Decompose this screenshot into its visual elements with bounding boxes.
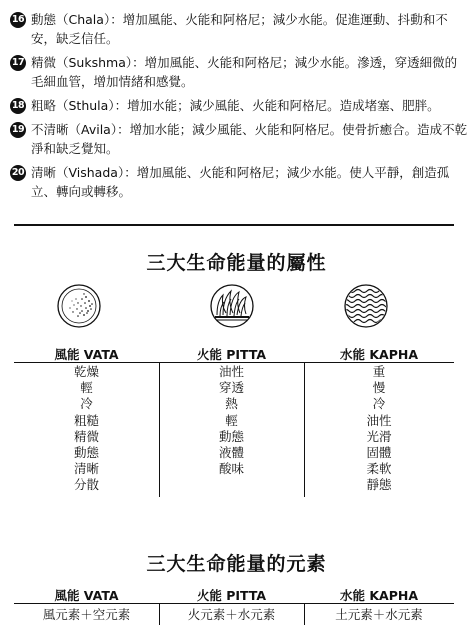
quality-item: 慢 xyxy=(372,380,386,396)
quality-item: 粗糙 xyxy=(73,412,99,428)
pitta-element-header: 火能 PITTA xyxy=(196,588,267,603)
section-divider xyxy=(14,224,454,226)
quality-item: 油性 xyxy=(218,364,244,379)
attributes-title: 三大生命能量的屬性 xyxy=(146,252,327,274)
pitta-flame-icon xyxy=(209,283,255,329)
list-item-20 xyxy=(10,163,468,201)
quality-item: 輕 xyxy=(225,412,238,428)
quality-item: 冷 xyxy=(372,396,386,412)
vata-element-header: 風能 VATA xyxy=(54,588,119,603)
quality-item: 液體 xyxy=(218,445,244,461)
pitta-qualities xyxy=(159,364,304,477)
quality-item: 分散 xyxy=(73,477,99,493)
number-badge: 19 xyxy=(10,122,26,138)
number-badge: 18 xyxy=(10,98,26,114)
vata-header: 風能 VATA xyxy=(54,347,119,362)
elements-title: 三大生命能量的元素 xyxy=(146,553,327,575)
list-item-16 xyxy=(10,10,468,48)
kapha-element-header: 水能 KAPHA xyxy=(339,588,418,603)
quality-item: 精微 xyxy=(73,428,99,444)
vata-dots-icon xyxy=(56,283,102,329)
vata-qualities xyxy=(14,364,159,494)
quality-item: 乾燥 xyxy=(73,364,99,379)
quality-item: 輕 xyxy=(80,380,93,396)
vata-element-value: 風元素＋空元素 xyxy=(42,607,131,622)
item-text: 精微（Sukshma）：增加風能、火能和阿格尼；減少水能。滲透，穿透細微的毛細血管，增加情緒和感覺。 xyxy=(31,55,458,89)
number-badge: 17 xyxy=(10,55,26,71)
list-item-18 xyxy=(10,96,468,115)
quality-item: 光滑 xyxy=(366,428,392,444)
quality-item: 動態 xyxy=(218,428,244,444)
quality-item: 清晰 xyxy=(73,461,99,477)
list-item-17 xyxy=(10,53,468,91)
quality-item: 柔軟 xyxy=(366,461,392,477)
kapha-element-value: 土元素＋水元素 xyxy=(335,607,423,622)
number-badge: 20 xyxy=(10,165,26,181)
kapha-qualities xyxy=(304,364,454,494)
pitta-header: 火能 PITTA xyxy=(196,347,267,362)
quality-item: 固體 xyxy=(366,445,392,461)
table-header-line xyxy=(14,362,454,363)
item-text: 不清晰（Avila）：增加水能；減少風能、火能和阿格尼。使骨折癒合。造成不乾淨和缺乏覺知。 xyxy=(31,122,468,156)
quality-item: 酸味 xyxy=(218,461,244,477)
list-item-19 xyxy=(10,120,468,158)
quality-item: 靜態 xyxy=(366,477,392,493)
item-text: 粗略（Sthula）：增加水能；減少風能、火能和阿格尼。造成堵塞、肥胖。 xyxy=(31,98,440,113)
kapha-wave-icon xyxy=(343,283,389,329)
kapha-header: 水能 KAPHA xyxy=(339,347,418,362)
quality-item: 重 xyxy=(372,364,386,379)
quality-item: 熱 xyxy=(225,396,238,412)
quality-item: 穿透 xyxy=(218,380,244,396)
quality-item: 動態 xyxy=(73,445,99,461)
quality-item: 冷 xyxy=(80,396,93,412)
elements-header-line xyxy=(14,603,454,604)
quality-item: 油性 xyxy=(366,412,392,428)
item-text: 清晰（Vishada）：增加風能、火能和阿格尼；減少水能。使人平靜，創造孤立、轉向或轉移。 xyxy=(31,165,450,199)
item-text: 動態（Chala）：增加風能、火能和阿格尼；減少水能。促進運動、抖動和不安，缺乏信任。 xyxy=(31,12,448,46)
number-badge: 16 xyxy=(10,12,26,28)
attribute-list xyxy=(10,10,468,206)
pitta-element-value: 火元素＋水元素 xyxy=(187,607,276,622)
